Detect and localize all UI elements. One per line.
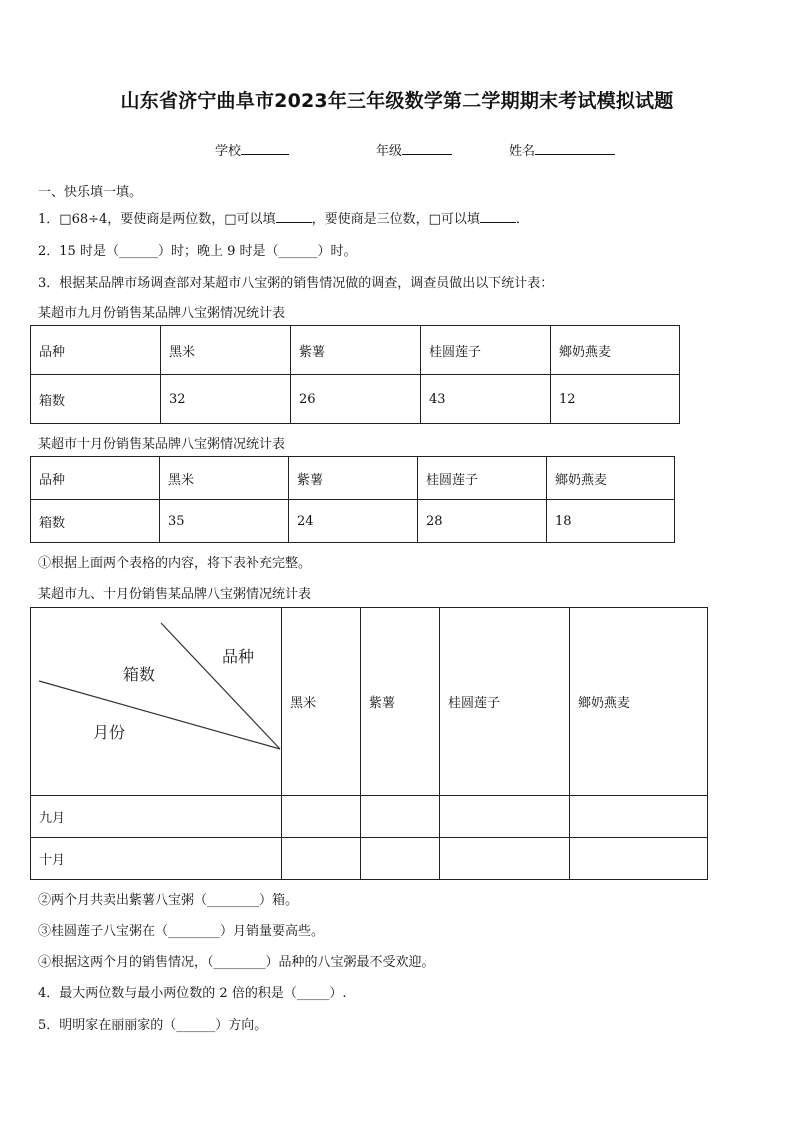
table1-header-cell: 品种 [31, 326, 161, 375]
diag-label-boxes: 箱数 [123, 665, 156, 684]
table1-caption: 某超市九月份销售某品牌八宝粥情况统计表 [38, 306, 286, 321]
q5-number: 5． [38, 1018, 60, 1033]
table3-row-label: 九月 [31, 796, 282, 838]
table2-cell: 35 [160, 500, 289, 543]
table1-cell: 箱数 [31, 375, 161, 424]
question-3 [38, 272, 553, 291]
table1-cell: 32 [161, 375, 291, 424]
q1-text-a: □68÷4，要使商是两位数，□可以填 [59, 212, 276, 227]
sub-question-1: ①根据上面两个表格的内容，将下表补充完整。 [38, 556, 312, 571]
table1-header-row [31, 326, 680, 375]
table3-header-cell: 紫薯 [361, 608, 440, 796]
table3-blank-cell[interactable] [570, 796, 708, 838]
page-title: 山东省济宁曲阜市2023年三年级数学第二学期期末考试模拟试题 [120, 90, 674, 112]
grade-label: 年级 [376, 144, 403, 159]
table2-data-row [31, 500, 675, 543]
table3-header-row [31, 608, 708, 796]
q1-text-c: ． [515, 212, 529, 227]
table1-header-cell: 紫薯 [291, 326, 421, 375]
table3-blank-cell[interactable] [361, 838, 440, 880]
table1-header-cell: 黑米 [161, 326, 291, 375]
grade-blank[interactable] [402, 142, 452, 155]
question-2 [38, 240, 357, 259]
table2-header-cell: 黑米 [160, 457, 289, 500]
table2-cell: 24 [289, 500, 418, 543]
question-1 [38, 208, 529, 227]
table3-blank-cell[interactable] [440, 796, 570, 838]
table3-caption: 某超市九、十月份销售某品牌八宝粥情况统计表 [38, 587, 312, 602]
table3-blank-cell[interactable] [361, 796, 440, 838]
table3-header-cell: 黑米 [282, 608, 361, 796]
school-blank[interactable] [241, 142, 289, 155]
table2-cell: 箱数 [31, 500, 160, 543]
name-field [509, 140, 615, 159]
table3-row-label: 十月 [31, 838, 282, 880]
table2-cell: 28 [418, 500, 547, 543]
diagonal-line-1 [161, 623, 280, 749]
q1-text-b: ，要使商是三位数，□可以填 [311, 212, 480, 227]
table3-blank-cell[interactable] [282, 796, 361, 838]
table1-cell: 26 [291, 375, 421, 424]
table1-data-row [31, 375, 680, 424]
table2-header-cell: 鄉奶燕麦 [547, 457, 675, 500]
q2-number: 2． [38, 244, 60, 259]
table3-blank-cell[interactable] [570, 838, 708, 880]
grade-field [376, 140, 452, 159]
sub-question-3: ③桂圆莲子八宝粥在（________）月销量要高些。 [38, 924, 325, 939]
table1 [30, 325, 680, 424]
q4-text: 最大两位数与最小两位数的 2 倍的积是（_____）. [59, 986, 347, 1001]
question-4 [38, 982, 346, 1001]
diagonal-lines [31, 608, 289, 796]
table3-row-september [31, 796, 708, 838]
table2-header-cell: 品种 [31, 457, 160, 500]
table2-header-cell: 桂圆莲子 [418, 457, 547, 500]
q1-blank-2[interactable] [480, 210, 516, 223]
table1-header-cell: 鄉奶燕麦 [551, 326, 680, 375]
table3-row-october [31, 838, 708, 880]
q5-text: 明明家在丽丽家的（______）方向。 [59, 1018, 268, 1033]
sub-question-4: ④根据这两个月的销售情况，（________）品种的八宝粥最不受欢迎。 [38, 955, 435, 970]
school-label: 学校 [215, 144, 242, 159]
diag-label-month: 月份 [93, 723, 126, 742]
q3-text: 根据某品牌市场调查部对某超市八宝粥的销售情况做的调查，调查员做出以下统计表： [59, 276, 554, 291]
q1-number: 1． [38, 212, 60, 227]
table3-blank-cell[interactable] [282, 838, 361, 880]
table2 [30, 456, 675, 543]
q1-blank-1[interactable] [276, 210, 312, 223]
school-field [215, 140, 289, 159]
sub-question-2: ②两个月共卖出紫薯八宝粥（________）箱。 [38, 893, 299, 908]
table2-header-cell: 紫薯 [289, 457, 418, 500]
q3-number: 3． [38, 276, 60, 291]
diag-label-variety: 品种 [222, 647, 255, 666]
diagonal-line-2 [39, 681, 280, 749]
table3-blank-cell[interactable] [440, 838, 570, 880]
table3-header-cell: 桂圆莲子 [440, 608, 570, 796]
section-heading: 一、快乐填一填。 [38, 185, 143, 200]
question-5 [38, 1014, 267, 1033]
table3-header-cell: 鄉奶燕麦 [570, 608, 708, 796]
table2-header-row [31, 457, 675, 500]
table1-header-cell: 桂圆莲子 [421, 326, 551, 375]
q4-number: 4． [38, 986, 60, 1001]
table1-cell: 12 [551, 375, 680, 424]
name-blank[interactable] [535, 142, 615, 155]
table2-cell: 18 [547, 500, 675, 543]
table3 [30, 607, 708, 880]
q2-text: 15 时是（______）时；晚上 9 时是（______）时。 [59, 244, 357, 259]
table3-diagonal-cell [31, 608, 282, 796]
table1-cell: 43 [421, 375, 551, 424]
name-label: 姓名 [509, 144, 536, 159]
table2-caption: 某超市十月份销售某品牌八宝粥情况统计表 [38, 437, 286, 452]
